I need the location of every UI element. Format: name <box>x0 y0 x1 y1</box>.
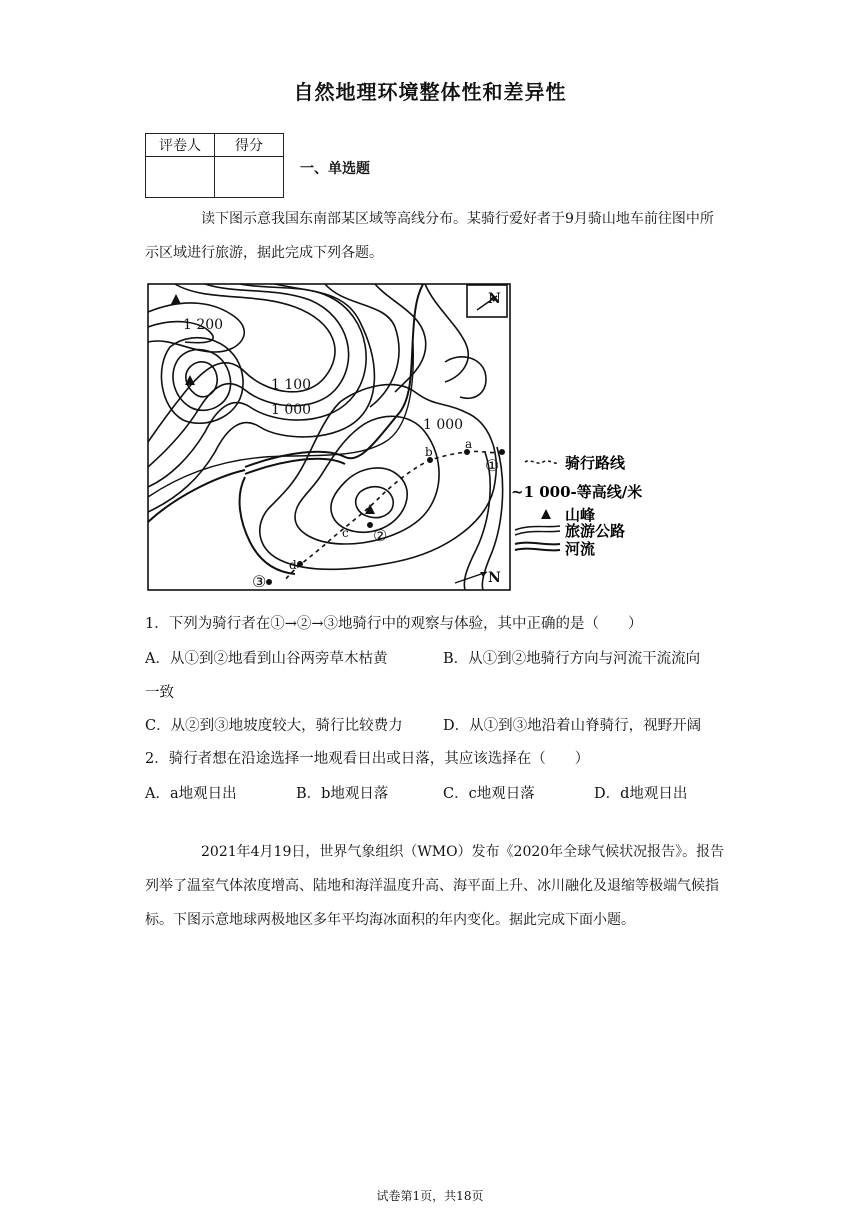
score-table-score-header: 得分 <box>215 134 284 157</box>
question-2-option-c[interactable]: C．c地观日落 <box>443 786 535 802</box>
question-2-option-b[interactable]: B．b地观日落 <box>296 786 389 802</box>
marker-1-label: ① <box>485 456 500 475</box>
question-2-option-a[interactable]: A．a地观日出 <box>145 786 237 802</box>
contour-map-figure <box>145 282 645 594</box>
question-1-stem: 1．下列为骑行者在①→②→③地骑行中的观察与体验，其中正确的是（ ） <box>145 616 643 632</box>
marker-2-label: ② <box>373 526 388 545</box>
question-1-option-b[interactable]: B．从①到②地骑行方向与河流干流流向 <box>443 651 701 667</box>
question-1-option-c[interactable]: C．从②到③地坡度较大，骑行比较费力 <box>145 718 403 734</box>
question-1-option-b-cont: 一致 <box>145 685 174 701</box>
section-heading: 一、单选题 <box>300 161 370 177</box>
contour-label-1000a: 1 000 <box>271 402 312 418</box>
legend-contour: ~1 000-等高线/米 <box>511 483 643 501</box>
page-footer: 试卷第1页，共18页 <box>376 1189 484 1203</box>
score-table <box>145 133 284 198</box>
contour-label-1100: 1 100 <box>271 377 312 393</box>
score-table-grader-cell <box>146 157 215 198</box>
north-label-top: N <box>488 291 501 307</box>
contour-label-1000b: 1 000 <box>423 417 464 433</box>
score-table-grader-header: 评卷人 <box>146 134 215 157</box>
legend-route: 骑行路线 <box>565 454 626 472</box>
question-1-option-a[interactable]: A．从①到②地看到山谷两旁草木枯黄 <box>145 651 388 667</box>
intro-paragraph-2: 2021年4月19日，世界气象组织（WMO）发布《2020年全球气候状况报告》。报告列举了温室气体浓度增高、陆地和海洋温度升高、海平面上升、冰川融化及退缩等极端气候指标。下图示意地球两极地区多年平均海冰面积的年内变化。据此完成下面小题。 <box>145 844 725 928</box>
contour-label-1200: 1 200 <box>183 317 224 333</box>
question-2-stem: 2．骑行者想在沿途选择一地观看日出或日落，其应该选择在（ ） <box>145 751 590 767</box>
point-b-label: b <box>425 445 433 459</box>
score-table-score-cell <box>215 157 284 198</box>
intro-paragraph-1: 读下图示意我国东南部某区域等高线分布。某骑行爱好者于9月骑山地车前往图中所示区域进行旅游，据此完成下列各题。 <box>145 211 714 261</box>
point-a-label: a <box>465 437 473 451</box>
point-d-label: d <box>289 558 297 572</box>
question-2-option-d[interactable]: D．d地观日出 <box>594 786 688 802</box>
legend-peak: 山峰 <box>565 506 596 524</box>
peak-marker <box>171 294 181 304</box>
legend-river: 河流 <box>565 540 596 558</box>
north-label-bottom: N <box>488 570 501 586</box>
page-title: 自然地理环境整体性和差异性 <box>293 80 567 104</box>
point-c-label: c <box>342 526 349 540</box>
marker-3-label: ③ <box>252 572 267 591</box>
question-1-option-d[interactable]: D．从①到③地沿着山脊骑行，视野开阔 <box>443 718 702 734</box>
legend-road: 旅游公路 <box>565 522 626 540</box>
